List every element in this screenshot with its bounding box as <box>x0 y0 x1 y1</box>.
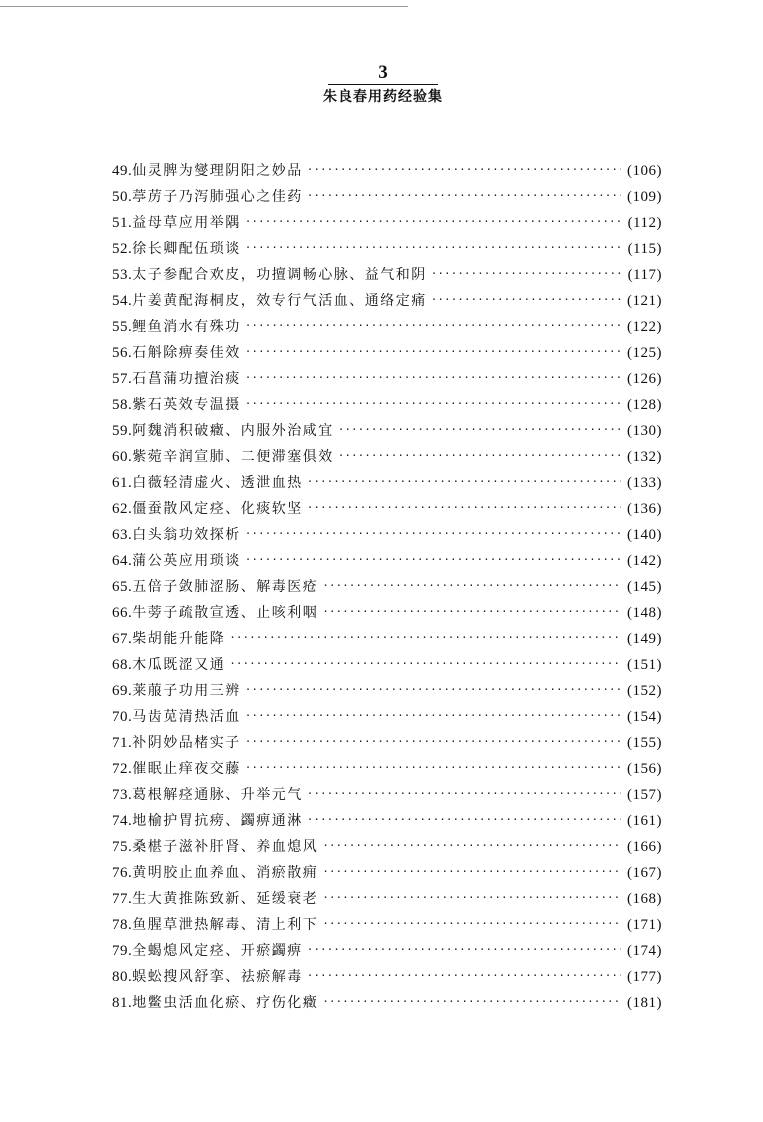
entry-number: 77. <box>112 891 133 907</box>
entry-page-number: (168) <box>627 891 662 907</box>
entry-number: 57. <box>112 371 133 387</box>
dot-leader <box>307 807 621 833</box>
entry-title: 木瓜既涩又通 <box>132 657 226 673</box>
dot-leader <box>431 287 621 313</box>
dot-leader <box>245 729 621 755</box>
dot-leader <box>245 391 621 417</box>
entry-title: 僵蚕散风定痉、化痰软坚 <box>132 501 303 517</box>
entry-page-number: (148) <box>627 605 662 621</box>
entry-page-number: (155) <box>627 735 662 751</box>
entry-number: 62. <box>112 501 133 517</box>
table-of-contents <box>112 158 662 1016</box>
top-rule <box>0 6 408 7</box>
entry-title: 鱼腥草泄热解毒、清上利下 <box>132 917 319 933</box>
entry-title: 葶苈子乃泻肺强心之佳药 <box>132 189 303 205</box>
entry-title: 紫菀辛润宣肺、二便滞塞俱效 <box>132 449 334 465</box>
entry-number: 65. <box>112 579 133 595</box>
entry-title: 紫石英效专温摄 <box>132 397 241 413</box>
entry-page-number: (156) <box>627 761 662 777</box>
entry-page-number: (171) <box>627 917 662 933</box>
dot-leader <box>322 573 621 599</box>
entry-number: 70. <box>112 709 133 725</box>
toc-entry[interactable] <box>112 418 662 444</box>
entry-number: 52. <box>112 241 133 257</box>
dot-leader <box>245 755 621 781</box>
toc-entry[interactable] <box>112 964 662 990</box>
dot-leader <box>338 443 621 469</box>
entry-number: 71. <box>112 735 133 751</box>
entry-number: 72. <box>112 761 133 777</box>
entry-title: 片姜黄配海桐皮，效专行气活血、通络定痛 <box>132 293 427 309</box>
entry-number: 68. <box>112 657 133 673</box>
dot-leader <box>245 703 621 729</box>
entry-page-number: (151) <box>627 657 662 673</box>
entry-page-number: (167) <box>627 865 662 881</box>
toc-entry[interactable] <box>112 938 662 964</box>
entry-number: 75. <box>112 839 133 855</box>
dot-leader <box>245 235 622 261</box>
entry-title: 马齿苋清热活血 <box>132 709 241 725</box>
dot-leader <box>307 963 621 989</box>
entry-page-number: (149) <box>627 631 662 647</box>
book-title: 朱良春用药经验集 <box>323 89 443 105</box>
entry-number: 59. <box>112 423 133 439</box>
entry-number: 76. <box>112 865 133 881</box>
dot-leader <box>322 859 621 885</box>
entry-title: 徐长卿配伍琐谈 <box>132 241 241 257</box>
entry-title: 鲤鱼消水有殊功 <box>132 319 241 335</box>
entry-page-number: (106) <box>627 163 662 179</box>
entry-number: 49. <box>112 163 133 179</box>
entry-number: 73. <box>112 787 133 803</box>
entry-title: 太子参配合欢皮，功擅调畅心脉、益气和阴 <box>132 267 427 283</box>
entry-page-number: (181) <box>627 995 662 1011</box>
entry-page-number: (152) <box>627 683 662 699</box>
toc-entry[interactable] <box>112 808 662 834</box>
entry-number: 58. <box>112 397 133 413</box>
entry-title: 催眠止痒夜交藤 <box>132 761 241 777</box>
toc-entry[interactable] <box>112 288 662 314</box>
entry-number: 61. <box>112 475 133 491</box>
toc-entry[interactable] <box>112 860 662 886</box>
toc-entry[interactable] <box>112 990 662 1016</box>
entry-title: 黄明胶止血养血、消瘀散痈 <box>132 865 319 881</box>
entry-page-number: (122) <box>627 319 662 335</box>
entry-number: 53. <box>112 267 133 283</box>
toc-entry[interactable] <box>112 600 662 626</box>
toc-entry[interactable] <box>112 782 662 808</box>
entry-page-number: (136) <box>627 501 662 517</box>
entry-page-number: (132) <box>627 449 662 465</box>
entry-page-number: (121) <box>627 293 662 309</box>
entry-title: 白头翁功效探析 <box>132 527 241 543</box>
entry-title: 地鳖虫活血化瘀、疗伤化癥 <box>132 995 319 1011</box>
dot-leader <box>307 937 621 963</box>
entry-title: 蜈蚣搜风舒挛、祛瘀解毒 <box>132 969 303 985</box>
dot-leader <box>322 833 621 859</box>
entry-page-number: (166) <box>627 839 662 855</box>
dot-leader <box>307 183 621 209</box>
toc-entry[interactable] <box>112 262 662 288</box>
entry-number: 80. <box>112 969 133 985</box>
toc-entry[interactable] <box>112 574 662 600</box>
dot-leader <box>245 547 621 573</box>
dot-leader <box>245 339 621 365</box>
entry-title: 牛蒡子疏散宣透、止咳利咽 <box>132 605 319 621</box>
entry-number: 66. <box>112 605 133 621</box>
entry-number: 69. <box>112 683 133 699</box>
dot-leader <box>338 417 621 443</box>
toc-entry[interactable] <box>112 184 662 210</box>
entry-page-number: (125) <box>627 345 662 361</box>
dot-leader <box>322 599 621 625</box>
entry-title: 葛根解痉通脉、升举元气 <box>132 787 303 803</box>
page-number: 3 <box>328 62 438 85</box>
toc-entry[interactable] <box>112 158 662 184</box>
toc-entry[interactable] <box>112 886 662 912</box>
entry-title: 柴胡能升能降 <box>132 631 226 647</box>
toc-entry[interactable] <box>112 340 662 366</box>
entry-title: 地榆护胃抗痨、蠲痹通淋 <box>132 813 303 829</box>
entry-page-number: (112) <box>627 215 662 231</box>
dot-leader <box>431 261 622 287</box>
toc-entry[interactable] <box>112 392 662 418</box>
entry-number: 79. <box>112 943 133 959</box>
dot-leader <box>245 521 621 547</box>
entry-page-number: (133) <box>627 475 662 491</box>
dot-leader <box>229 651 621 677</box>
entry-number: 56. <box>112 345 133 361</box>
toc-entry[interactable] <box>112 756 662 782</box>
entry-page-number: (161) <box>627 813 662 829</box>
entry-number: 55. <box>112 319 133 335</box>
entry-number: 67. <box>112 631 133 647</box>
entry-title: 桑椹子滋补肝肾、养血熄风 <box>132 839 319 855</box>
entry-page-number: (130) <box>627 423 662 439</box>
toc-entry[interactable] <box>112 912 662 938</box>
entry-number: 60. <box>112 449 133 465</box>
toc-entry[interactable] <box>112 366 662 392</box>
entry-page-number: (142) <box>627 553 662 569</box>
entry-title: 五倍子敛肺涩肠、解毒医疮 <box>132 579 319 595</box>
entry-title: 全蝎熄风定痉、开瘀蠲痹 <box>132 943 303 959</box>
dot-leader <box>245 209 622 235</box>
entry-number: 81. <box>112 995 133 1011</box>
entry-number: 74. <box>112 813 133 829</box>
entry-title: 莱菔子功用三辨 <box>132 683 241 699</box>
toc-entry[interactable] <box>112 652 662 678</box>
entry-title: 白薇轻清虚火、透泄血热 <box>132 475 303 491</box>
toc-entry[interactable] <box>112 444 662 470</box>
entry-title: 生大黄推陈致新、延缓衰老 <box>132 891 319 907</box>
entry-number: 78. <box>112 917 133 933</box>
entry-number: 51. <box>112 215 133 231</box>
dot-leader <box>322 911 621 937</box>
dot-leader <box>245 313 621 339</box>
toc-entry[interactable] <box>112 548 662 574</box>
entry-title: 阿魏消积破癥、内服外治咸宜 <box>132 423 334 439</box>
entry-page-number: (128) <box>627 397 662 413</box>
entry-page-number: (154) <box>627 709 662 725</box>
entry-page-number: (126) <box>627 371 662 387</box>
toc-entry[interactable] <box>112 496 662 522</box>
entry-page-number: (117) <box>627 267 662 283</box>
dot-leader <box>307 495 621 521</box>
toc-entry[interactable] <box>112 704 662 730</box>
entry-title: 蒲公英应用琐谈 <box>132 553 241 569</box>
entry-page-number: (109) <box>627 189 662 205</box>
entry-page-number: (174) <box>627 943 662 959</box>
entry-number: 54. <box>112 293 133 309</box>
entry-page-number: (177) <box>627 969 662 985</box>
entry-title: 益母草应用举隅 <box>132 215 241 231</box>
entry-number: 63. <box>112 527 133 543</box>
dot-leader <box>229 625 621 651</box>
toc-entry[interactable] <box>112 522 662 548</box>
toc-entry[interactable] <box>112 834 662 860</box>
entry-page-number: (157) <box>627 787 662 803</box>
entry-page-number: (140) <box>627 527 662 543</box>
dot-leader <box>307 157 621 183</box>
entry-page-number: (115) <box>627 241 662 257</box>
entry-title: 补阴妙品楮实子 <box>132 735 241 751</box>
toc-entry[interactable] <box>112 470 662 496</box>
dot-leader <box>322 885 621 911</box>
entry-title: 石斛除痹奏佳效 <box>132 345 241 361</box>
entry-number: 64. <box>112 553 133 569</box>
dot-leader <box>307 469 621 495</box>
toc-entry[interactable] <box>112 314 662 340</box>
entry-number: 50. <box>112 189 133 205</box>
entry-title: 石菖蒲功擅治痰 <box>132 371 241 387</box>
dot-leader <box>322 989 621 1015</box>
entry-title: 仙灵脾为燮理阴阳之妙品 <box>132 163 303 179</box>
dot-leader <box>245 365 621 391</box>
toc-entry[interactable] <box>112 236 662 262</box>
running-header <box>320 62 446 107</box>
toc-entry[interactable] <box>112 730 662 756</box>
toc-entry[interactable] <box>112 626 662 652</box>
toc-entry[interactable] <box>112 210 662 236</box>
entry-page-number: (145) <box>627 579 662 595</box>
dot-leader <box>307 781 621 807</box>
dot-leader <box>245 677 621 703</box>
toc-entry[interactable] <box>112 678 662 704</box>
